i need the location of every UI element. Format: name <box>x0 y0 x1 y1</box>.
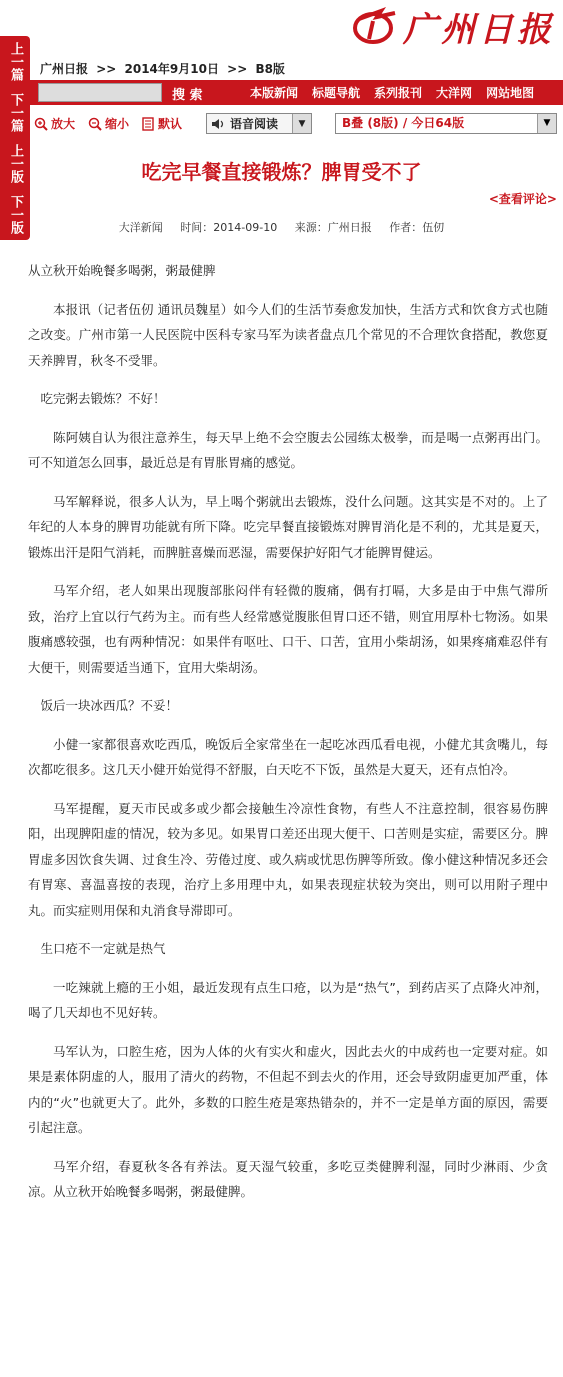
article-paragraph: 马军介绍，春夏秋冬各有养法。夏天湿气较重，多吃豆类健脾利湿，同时少淋雨、少贪凉。从立秋开始晚餐多喝粥，粥最健脾。 <box>28 1158 548 1199</box>
article-paragraph: 小健一家都很喜欢吃西瓜，晚饭后全家常坐在一起吃冰西瓜看电视，小健尤其贪嘴儿，每次都吃很多。这几天小健开始觉得不舒服，白天吃不下饭，虽然是大夏天，还有点怕冷。 <box>28 736 548 777</box>
read-aloud-label: 语音阅读 <box>230 117 279 131</box>
nav-links <box>250 84 534 101</box>
article-paragraph: 一吃辣就上瘾的王小姐，最近发现有点生口疮，以为是“热气”，到药店买了点降火冲剂，喝了几天却也不见好转。 <box>28 979 548 1020</box>
breadcrumb-date[interactable]: 2014年9月10日 <box>124 62 219 76</box>
prev-article-label: 上一篇 <box>8 42 23 81</box>
article-title: 吃完早餐直接锻炼？脾胃受不了 <box>141 160 422 184</box>
reading-toolbar <box>30 110 563 136</box>
default-size-label: 默认 <box>158 117 183 131</box>
article-paragraph: 马军提醒，夏天市民或多或少都会接触生冷凉性食物，有些人不注意控制，很容易伤脾阳，出现脾阳虚的情况，较为多见。如果胃口差还出现大便干、口苦则是实症，需要区分。脾胃虚多因饮食失调、过食生冷、劳倦过度、或久病或忧思伤脾等所致。像小健这种情况多还会有胃寒、喜温喜按的表现，治疗上多用理中丸，如果表现症状较为突出，则可以用附子理中丸。而实症则用保和丸消食导滞即可。 <box>28 800 548 918</box>
article-meta <box>0 219 563 235</box>
article-paragraph: 马军介绍，老人如果出现腹部胀闷伴有轻微的腹痛，偶有打嗝，大多是由于中焦气滞所致，治疗上宜以行气药为主。而有些人经常感觉腹胀但胃口还不错，则宜用厚朴七物汤。如果腹痛感较强，也有两种情况：如果伴有呕吐、口干、口苦，宜用小柴胡汤，如果疼痛难忍伴有大便干，则需要适当通下，宜用大柴胡汤。 <box>28 583 548 675</box>
zoom-out-label: 缩小 <box>105 117 130 131</box>
brand-name: 广州日报 <box>403 9 555 50</box>
article-subtitle: 从立秋开始晚餐多喝粥，粥最健脾 <box>28 263 216 278</box>
article-subheading: 生口疮不一定就是热气 <box>40 941 166 956</box>
meta-source-site: 大洋新闻 <box>118 221 163 234</box>
article-side-nav <box>0 36 30 240</box>
chevron-down-icon: ▼ <box>537 114 556 133</box>
article-paragraph: 马军解释说，很多人认为，早上喝个粥就出去锻炼，没什么问题。这其实是不对的。上了年纪的人本身的脾胃功能就有所下降。吃完早餐直接锻炼对脾胃消化是不利的，尤其是夏天，锻炼出汗是阳气消耗，而脾脏喜燥而恶湿，需要保护好阳气才能脾胃健运。 <box>28 493 548 560</box>
view-comments-link[interactable]: <查看评论> <box>488 192 557 206</box>
nav-link-sitemap[interactable]: 网站地图 <box>486 86 535 100</box>
nav-link-headlines[interactable]: 标题导航 <box>312 86 361 100</box>
chevron-down-icon: ▼ <box>292 114 311 133</box>
zoom-out-icon <box>88 117 102 131</box>
nav-link-dayoo[interactable]: 大洋网 <box>436 86 473 100</box>
breadcrumb <box>40 60 289 77</box>
speaker-icon <box>211 118 227 130</box>
article-paragraph: 陈阿姨自认为很注意养生，每天早上绝不会空腹去公园练太极拳，而是喝一点粥再出门。可不知道怎么回事，最近总是有胃胀胃痛的感觉。 <box>28 429 548 470</box>
next-article-link[interactable] <box>0 87 30 138</box>
article-subheading: 吃完粥去锻炼？不好！ <box>40 391 166 406</box>
read-aloud-select[interactable] <box>206 113 312 134</box>
main-nav-bar <box>30 80 563 105</box>
page-header <box>0 0 563 80</box>
meta-source: 来源：广州日报 <box>294 221 372 234</box>
breadcrumb-sep: >> <box>96 62 117 76</box>
zoom-in-icon <box>34 117 48 131</box>
prev-page-label: 上一版 <box>8 144 23 183</box>
prev-article-link[interactable] <box>0 36 30 87</box>
search-input[interactable] <box>38 83 162 102</box>
next-article-label: 下一篇 <box>8 93 23 132</box>
breadcrumb-paper[interactable]: 广州日报 <box>40 62 89 76</box>
page-select-value: B叠 (8版) / 今日64版 <box>342 116 465 130</box>
brand-logo[interactable] <box>351 6 555 50</box>
page-select[interactable] <box>335 113 557 134</box>
zoom-out-button[interactable] <box>88 115 129 132</box>
nav-link-section-news[interactable]: 本版新闻 <box>250 86 299 100</box>
breadcrumb-page[interactable]: B8版 <box>255 62 285 76</box>
meta-time: 时间：2014-09-10 <box>180 221 278 234</box>
zoom-in-label: 放大 <box>51 117 76 131</box>
zoom-in-button[interactable] <box>34 115 75 132</box>
meta-author: 作者：伍仞 <box>389 221 445 234</box>
nav-link-series[interactable]: 系列报刊 <box>374 86 423 100</box>
article-paragraph: 马军认为，口腔生疮，因为人体的火有实火和虚火，因此去火的中成药也一定要对症。如果是素体阴虚的人，服用了清火的药物，不但起不到去火的作用，还会导致阴虚更加严重，体内的“火”也就更大了。此外，多数的口腔生疮是寒热错杂的，并不一定是单方面的原因，需要引起注意。 <box>28 1043 548 1135</box>
article-paragraph: 本报讯（记者伍仞 通讯员魏星）如今人们的生活节奏愈发加快，生活方式和饮食方式也随之改变。广州市第一人民医院中医科专家马军为读者盘点几个常见的不合理饮食搭配，教您夏天养脾胃，秋冬不受罪。 <box>28 301 548 368</box>
breadcrumb-sep: >> <box>227 62 248 76</box>
document-icon <box>142 117 155 131</box>
article-body <box>28 258 548 1218</box>
next-page-label: 下一版 <box>8 195 23 234</box>
search-button[interactable]: 搜 索 <box>172 88 203 103</box>
article-subheading: 饭后一块冰西瓜？不妥！ <box>40 698 179 713</box>
default-size-button[interactable] <box>142 115 182 132</box>
logo-mark-icon <box>351 7 403 45</box>
